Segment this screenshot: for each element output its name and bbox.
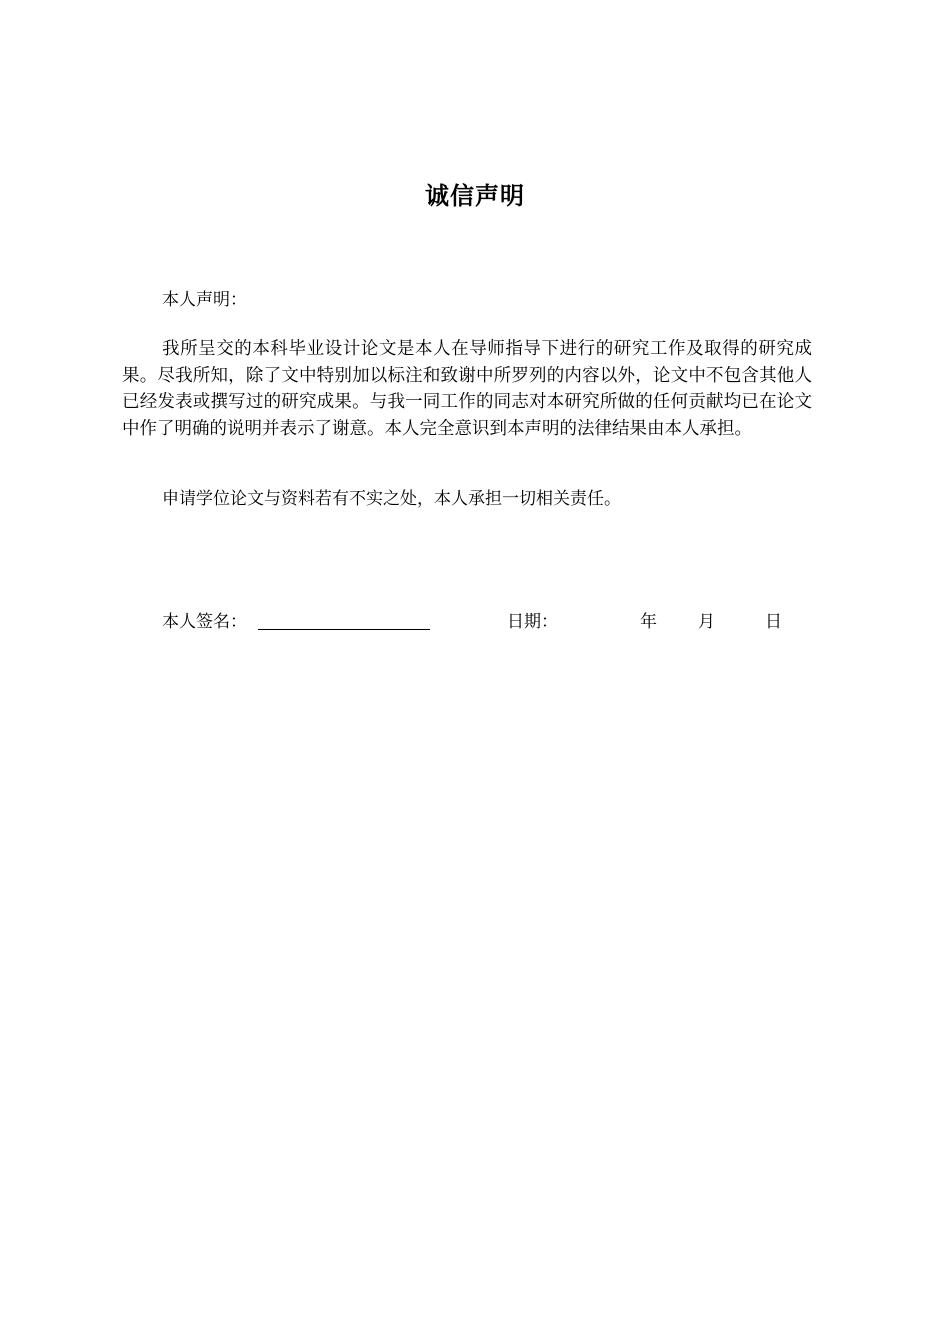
- date-label: 日期：: [507, 612, 558, 632]
- year-label: 年: [640, 612, 657, 632]
- declaration-body: 我所呈交的本科毕业设计论文是本人在导师指导下进行的研究工作及取得的研究成果。尽我所知，除了文中特别加以标注和致谢中所罗列的内容以外，论文中不包含其他人已经发表或撰写过的研究成果。与我一同工作的同志对本研究所做的任何贡献均已在论文中作了明确的说明并表示了谢意。本人完全意识到本声明的法律结果由本人承担。: [122, 339, 812, 439]
- signature-line[interactable]: [258, 629, 430, 630]
- signature-row: [162, 609, 802, 637]
- day-label: 日: [765, 612, 782, 632]
- signature-label: 本人签名：: [162, 612, 247, 632]
- greeting-text: 本人声明：: [162, 290, 247, 310]
- closing-statement: 申请学位论文与资料若有不实之处，本人承担一切相关责任。: [162, 489, 621, 509]
- month-label: 月: [698, 612, 715, 632]
- page-title: 诚信声明: [425, 182, 525, 210]
